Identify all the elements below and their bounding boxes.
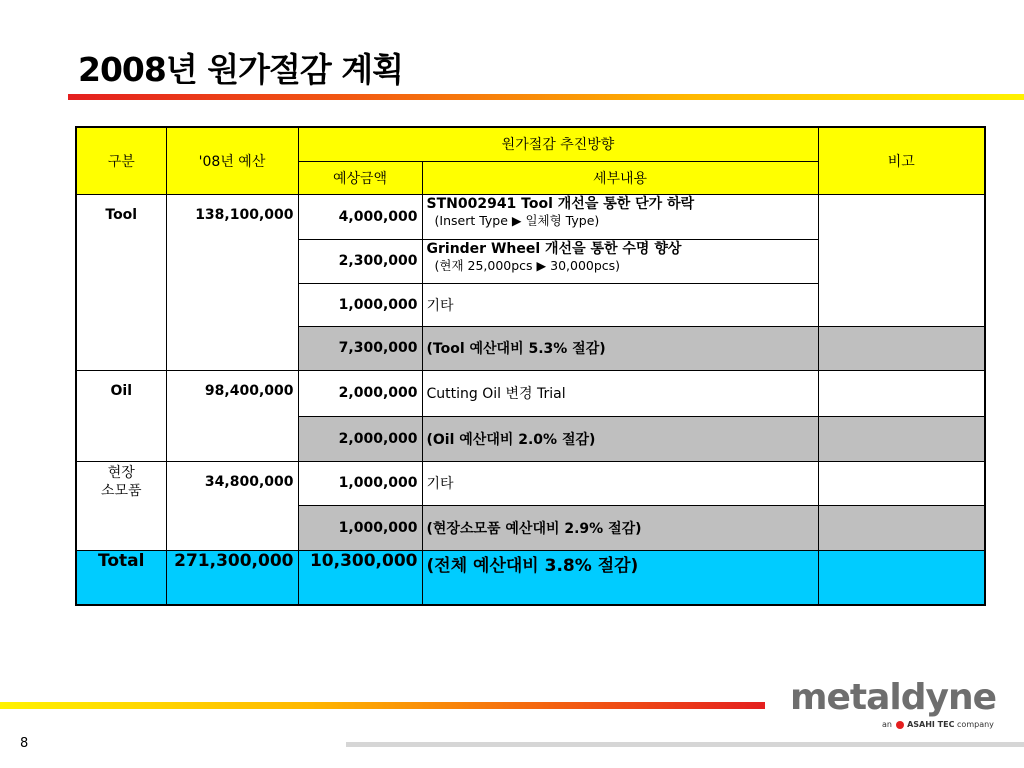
detail-cell: 기타 xyxy=(422,283,818,326)
logo-sub-suffix: company xyxy=(957,720,994,729)
amount-cell: 2,000,000 xyxy=(298,370,422,416)
subtotal-detail: (Tool 예산대비 5.3% 절감) xyxy=(422,326,818,370)
cost-reduction-table xyxy=(75,126,986,606)
logo-sub-brand: ASAHI TEC xyxy=(907,720,955,729)
header-budget: '08년 예산 xyxy=(166,127,298,194)
header-remarks: 비고 xyxy=(818,127,985,194)
detail-cell xyxy=(422,239,818,283)
detail-cell: Cutting Oil 변경 Trial xyxy=(422,370,818,416)
remarks-cell xyxy=(818,416,985,461)
subtotal-detail: (Oil 예산대비 2.0% 절감) xyxy=(422,416,818,461)
footer-gray-bar xyxy=(346,742,1024,747)
amount-cell: 2,300,000 xyxy=(298,239,422,283)
detail-text: Grinder Wheel 개선을 통한 수명 향상 xyxy=(426,240,682,257)
total-budget: 271,300,000 xyxy=(166,550,298,605)
subtotal-detail: (현장소모품 예산대비 2.9% 절감) xyxy=(422,505,818,550)
category-tool: Tool xyxy=(76,194,166,370)
detail-cell xyxy=(422,194,818,239)
logo-sub-prefix: an xyxy=(882,720,892,729)
subtotal-amount: 7,300,000 xyxy=(298,326,422,370)
remarks-cell xyxy=(818,326,985,370)
budget-tool: 138,100,000 xyxy=(166,194,298,370)
slide-title: 2008년 원가절감 계획 xyxy=(78,50,403,89)
subtotal-amount: 1,000,000 xyxy=(298,505,422,550)
total-detail: (전체 예산대비 3.8% 절감) xyxy=(422,550,818,605)
header-direction: 원가절감 추진방향 xyxy=(298,127,818,161)
category-line: 현장 xyxy=(107,464,135,481)
total-amount: 10,300,000 xyxy=(298,550,422,605)
remarks-cell xyxy=(818,461,985,505)
remarks-cell xyxy=(818,370,985,416)
remarks-cell xyxy=(818,194,985,326)
category-line: 소모품 xyxy=(100,482,142,499)
budget-oil: 98,400,000 xyxy=(166,370,298,461)
detail-text: STN002941 Tool 개선을 통한 단가 하락 xyxy=(426,195,695,212)
footer-color-bar xyxy=(0,702,765,709)
remarks-cell xyxy=(818,505,985,550)
detail-cell: 기타 xyxy=(422,461,818,505)
detail-note: (현재 25,000pcs ▶ 30,000pcs) xyxy=(434,257,621,273)
remarks-cell xyxy=(818,550,985,605)
subtotal-amount: 2,000,000 xyxy=(298,416,422,461)
amount-cell: 4,000,000 xyxy=(298,194,422,239)
logo-tagline xyxy=(882,720,994,729)
category-consumables xyxy=(76,461,166,550)
header-detail: 세부내용 xyxy=(422,161,818,194)
detail-note: (Insert Type ▶ 일체형 Type) xyxy=(434,212,600,228)
category-oil: Oil xyxy=(76,370,166,461)
page-number: 8 xyxy=(20,736,29,751)
metaldyne-logo xyxy=(790,677,997,729)
budget-consumables: 34,800,000 xyxy=(166,461,298,550)
amount-cell: 1,000,000 xyxy=(298,461,422,505)
logo-wordmark: metaldyne xyxy=(790,677,997,718)
header-category: 구분 xyxy=(76,127,166,194)
total-label: Total xyxy=(76,550,166,605)
amount-cell: 1,000,000 xyxy=(298,283,422,326)
asahi-mark-icon xyxy=(896,721,904,729)
header-amount: 예상금액 xyxy=(298,161,422,194)
title-underline-bar xyxy=(68,94,1024,100)
